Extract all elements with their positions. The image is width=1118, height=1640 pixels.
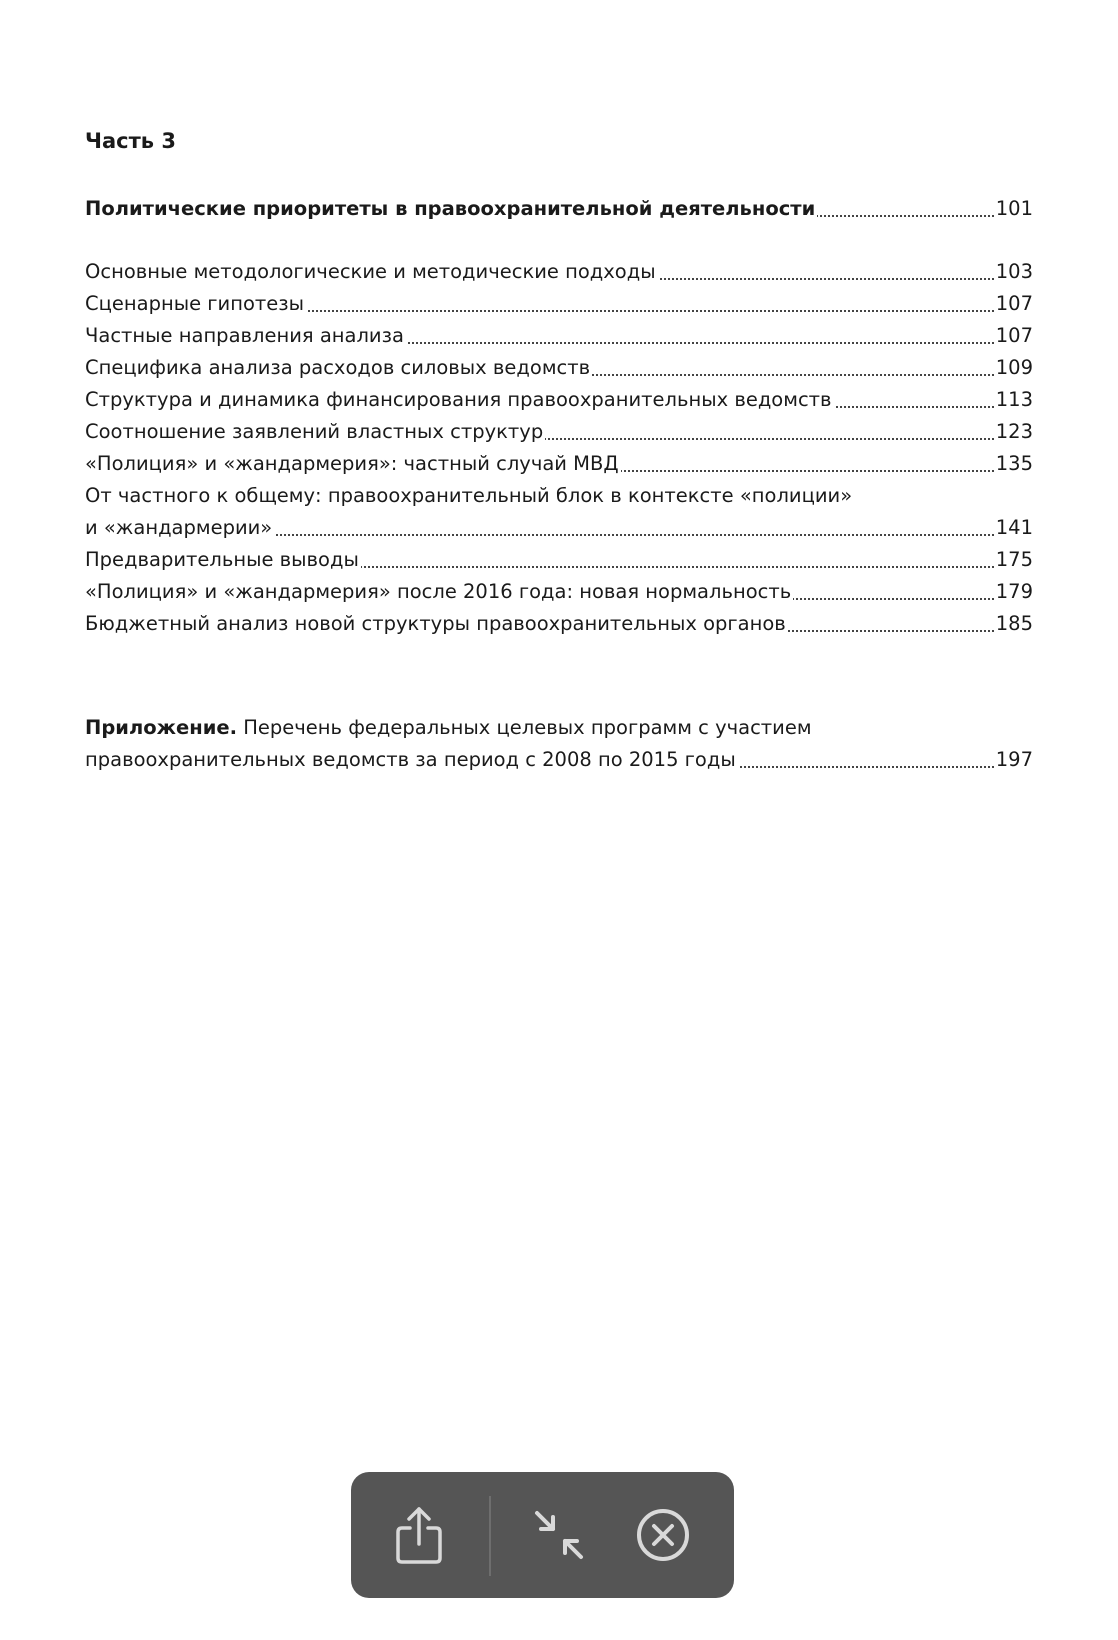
appendix-text-line2: правоохранительных ведомств за период с 2008 по 2015 годы — [85, 748, 736, 771]
close-circle-icon — [635, 1507, 691, 1563]
toc-entry-page: 135 — [994, 448, 1033, 480]
toc-entry[interactable] — [85, 608, 1033, 640]
collapse-icon — [532, 1508, 586, 1562]
toc-entry[interactable] — [85, 288, 1033, 320]
toc-entry-page: 175 — [994, 544, 1033, 576]
appendix-label: Приложение. — [85, 716, 238, 739]
toc-section-entry[interactable] — [85, 193, 1033, 225]
toc-entry-title: Частные направления анализа — [85, 324, 404, 347]
part-heading: Часть 3 — [85, 129, 176, 153]
exit-fullscreen-button[interactable] — [509, 1472, 609, 1598]
toc-entry-page: 109 — [994, 352, 1033, 384]
toc-section — [85, 193, 1033, 225]
toc-entry-title: Предварительные выводы — [85, 548, 359, 571]
toc-appendix — [85, 712, 1033, 776]
toc-entry-title: Специфика анализа расходов силовых ведомств — [85, 356, 591, 379]
share-button[interactable] — [369, 1472, 469, 1598]
share-icon — [393, 1504, 445, 1566]
toc-entry-title: Соотношение заявлений властных структур — [85, 420, 544, 443]
toc-list — [85, 256, 1033, 640]
toc-entry-page: 141 — [994, 512, 1033, 544]
toc-entry-title: и «жандармерии» — [85, 516, 273, 539]
appendix-entry[interactable] — [85, 744, 1033, 776]
toc-entry[interactable] — [85, 448, 1033, 480]
toc-entry[interactable] — [85, 384, 1033, 416]
section-title: Политические приоритеты в правоохранительной деятельности — [85, 197, 816, 220]
toc-entry-title: Основные методологические и методические подходы — [85, 260, 656, 283]
toc-entry-title-line1[interactable]: От частного к общему: правоохранительный блок в контексте «полиции» — [85, 484, 853, 507]
toc-entry-title: Бюджетный анализ новой структуры правоохранительных органов — [85, 612, 786, 635]
toc-entry-page: 123 — [994, 416, 1033, 448]
close-button[interactable] — [613, 1472, 713, 1598]
toc-entry-title: «Полиция» и «жандармерия»: частный случай МВД — [85, 452, 619, 475]
toc-entry-page: 107 — [994, 320, 1033, 352]
toc-entry-page: 103 — [994, 256, 1033, 288]
toc-entry[interactable] — [85, 256, 1033, 288]
toc-entry-title: Структура и динамика финансирования правоохранительных ведомств — [85, 388, 832, 411]
appendix-text-line1: Перечень федеральных целевых программ с участием — [237, 716, 812, 739]
toc-entry[interactable] — [85, 352, 1033, 384]
toc-entry-page: 179 — [994, 576, 1033, 608]
toc-entry[interactable] — [85, 320, 1033, 352]
toc-entry-page: 107 — [994, 288, 1033, 320]
toc-entry-page: 185 — [994, 608, 1033, 640]
toc-entry[interactable] — [85, 416, 1033, 448]
toc-entry-title: Сценарные гипотезы — [85, 292, 305, 315]
appendix-line1[interactable] — [85, 712, 1033, 744]
toc-entry[interactable] — [85, 576, 1033, 608]
floating-toolbar — [351, 1472, 734, 1598]
toc-entry[interactable] — [85, 544, 1033, 576]
appendix-page-number: 197 — [994, 744, 1033, 776]
toolbar-divider — [489, 1496, 491, 1576]
section-page-number: 101 — [994, 193, 1033, 225]
toc-entry[interactable] — [85, 512, 1033, 544]
toc-entry-page: 113 — [994, 384, 1033, 416]
toc-entry-title: «Полиция» и «жандармерия» после 2016 года: новая нормальность — [85, 580, 792, 603]
